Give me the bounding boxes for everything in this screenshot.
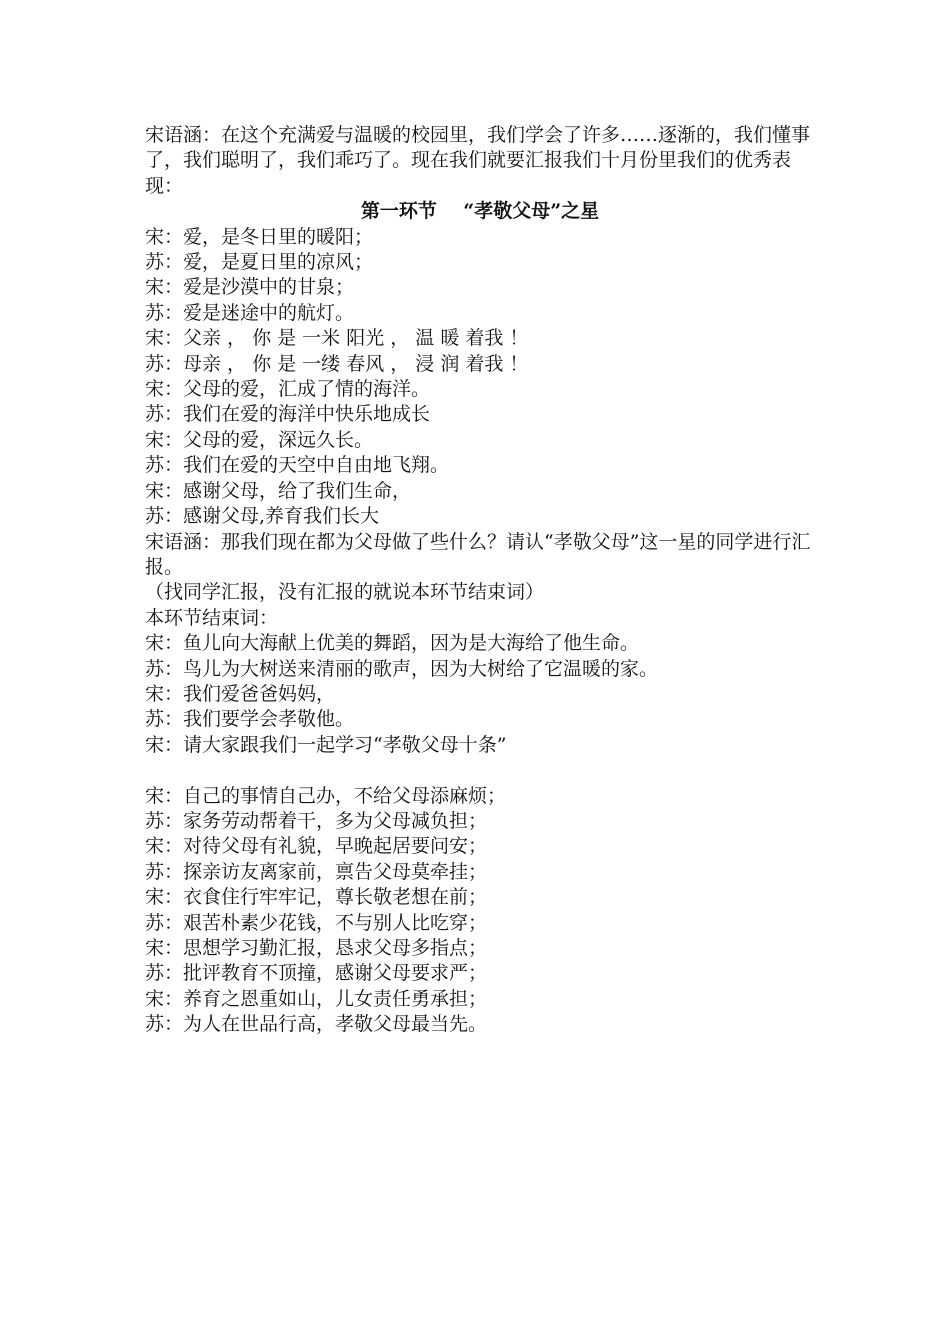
dialogue-line: 宋：爱，是冬日里的暖阳； [145, 225, 374, 248]
rule-line: 苏：艰苦朴素少花钱，不与别人比吃穿； [145, 911, 488, 934]
dialogue-line: 苏：爱，是夏日里的凉风； [145, 251, 374, 274]
rule-line: 苏：探亲访友离家前，禀告父母莫牵挂； [145, 860, 488, 883]
dialogue-line: 宋：感谢父母，给了我们生命， [145, 479, 412, 502]
dialogue-line: 宋：父母的爱，深远久长。 [145, 428, 374, 451]
intro-paragraph: 宋语涵：在这个充满爱与温暖的校园里，我们学会了许多……逐渐的，我们懂事了，我们聪明了，我们乖巧了。现在我们就要汇报我们十月份里我们的优秀表现： [145, 124, 811, 197]
dialogue-line: 宋：父亲 ， 你 是 一米 阳光 ， 温 暖 着我 ！ [145, 327, 529, 350]
dialogue-line: 苏：母亲 ， 你 是 一缕 春风 ， 浸 润 着我 ！ [145, 352, 529, 375]
rule-line: 宋：对待父母有礼貌，早晚起居要问安； [145, 835, 488, 858]
rule-line: 宋：自己的事情自己办，不给父母添麻烦； [145, 784, 507, 807]
report-prompt-paragraph: 宋语涵：那我们现在都为父母做了些什么？请认“孝敬父母”这一星的同学进行汇报。 [145, 530, 811, 578]
dialogue-line: 苏：我们在爱的海洋中快乐地成长 [145, 403, 431, 426]
ten-rules-block [145, 784, 815, 1038]
rule-line: 苏：为人在世品行高，孝敬父母最当先。 [145, 1013, 488, 1036]
dialogue-line: 苏：我们要学会孝敬他。 [145, 708, 355, 731]
rule-line: 宋：思想学习勤汇报，恳求父母多指点； [145, 936, 488, 959]
dialogue-line: 宋：父母的爱，汇成了情的海洋。 [145, 378, 431, 401]
dialogue-line: 宋：我们爱爸爸妈妈， [145, 682, 336, 705]
dialogue-line: 苏：鸟儿为大树送来清丽的歌声，因为大树给了它温暖的家。 [145, 657, 659, 680]
rule-line: 宋：养育之恩重如山，儿女责任勇承担； [145, 987, 488, 1010]
dialogue-line: 苏：感谢父母,养育我们长大 [145, 505, 380, 528]
blank-line [145, 758, 815, 783]
dialogue-line: 宋：鱼儿向大海献上优美的舞蹈，因为是大海给了他生命。 [145, 632, 640, 655]
dialogue-block-1 [145, 225, 815, 530]
dialogue-line: 苏：我们在爱的天空中自由地飞翔。 [145, 454, 450, 477]
rule-line: 苏：批评教育不顶撞，感谢父母要求严； [145, 962, 488, 985]
rule-line: 宋：衣食住行牢牢记，尊长敬老想在前； [145, 886, 488, 909]
dialogue-block-2 [145, 631, 815, 758]
dialogue-line: 苏：爱是迷途中的航灯。 [145, 301, 355, 324]
dialogue-line: 宋：爱是沙漠中的甘泉； [145, 276, 355, 299]
section-heading: 第一环节 “孝敬父母”之星 [360, 200, 600, 223]
rule-line: 苏：家务劳动帮着干，多为父母减负担； [145, 809, 488, 832]
dialogue-line: 宋：请大家跟我们一起学习“孝敬父母十条” [145, 733, 507, 756]
closing-label: 本环节结束词： [145, 606, 279, 629]
stage-note: （找同学汇报，没有汇报的就说本环节结束词） [145, 581, 545, 604]
document-body [145, 123, 815, 1038]
